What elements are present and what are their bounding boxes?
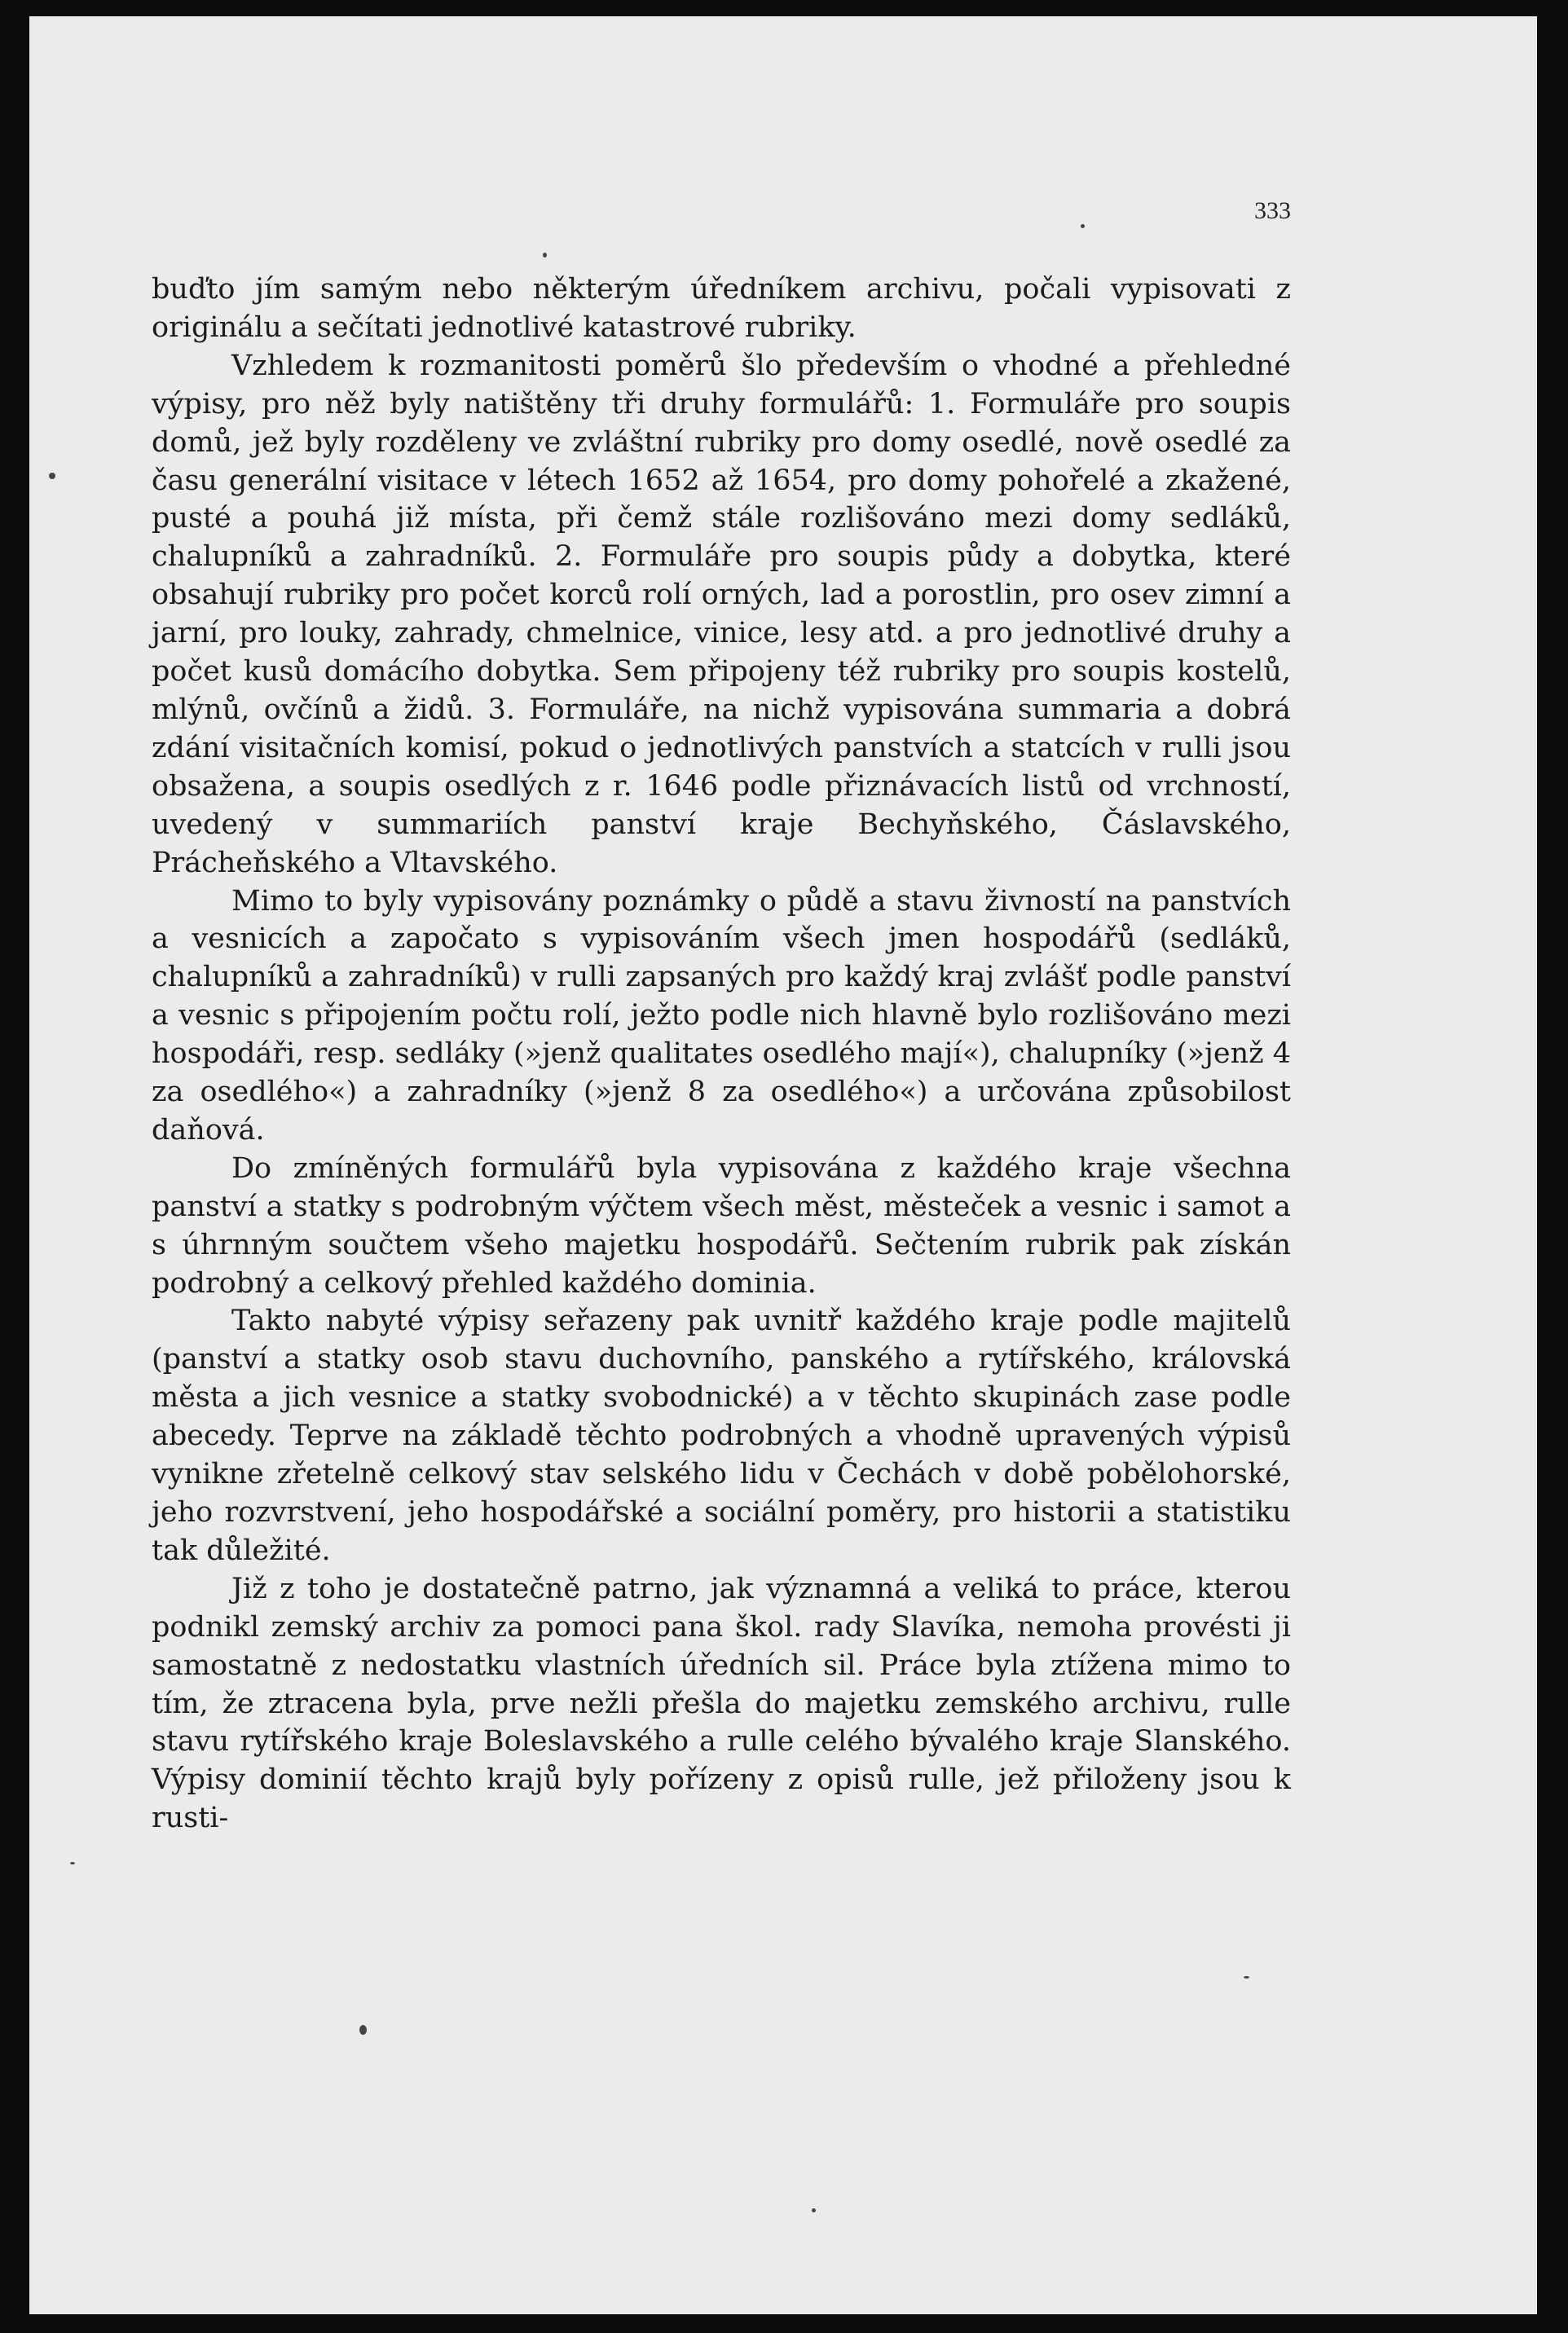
page-number: 333 — [1254, 197, 1291, 224]
scan-speck — [359, 2025, 367, 2035]
body-text — [152, 271, 1291, 1838]
scanned-page — [29, 16, 1537, 2314]
scan-speck — [812, 2208, 816, 2212]
scan-speck — [1081, 224, 1085, 228]
paragraph-4: Do zmíněných formulářů byla vypisována z každého kraje všechna panství a statky s podrobným výčtem všech měst, městeček a vesnic i samot a s úhrnným součtem všeho majetku hospodářů. Sečtením rubrik pak získán podrobný a celkový přehled každého dominia. — [152, 1151, 1291, 1300]
paragraph-2: Vzhledem k rozmanitosti poměrů šlo především o vhodné a přehledné výpisy, pro něž byly natištěny tři druhy formulářů: 1. Formuláře pro soupis domů, jež byly rozděleny ve zvláštní rubriky pro domy osedlé, nově osedlé za času generální visitace v létech 1652 až 1654, pro domy pohořelé a zkažené, pusté a pouhá již místa, při čemž stále rozlišováno mezi domy sedláků, chalupníků a zahradníků. 2. Formuláře pro soupis půdy a dobytka, které obsahují rubriky pro počet korců rolí orných, lad a porostlin, pro osev zimní a jarní, pro louky, zahrady, chmelnice, vinice, lesy atd. a pro jednotlivé druhy a počet kusů domácího dobytka. Sem připojeny též rubriky pro soupis kostelů, mlýnů, ovčínů a židů. 3. Formuláře, na nichž vypisována summaria a dobrá zdání visitačních komisí, pokud o jednotlivých panstvích a statcích v rulli jsou obsažena, a soupis osedlých z r. 1646 podle přiznávacích listů od vrchností, uvedený v summariích panství kraje Bechyňského, Čáslavského, Prácheňského a Vltavského. — [152, 349, 1291, 879]
scan-speck — [1244, 1976, 1249, 1979]
paragraph-1: buďto jím samým nebo některým úředníkem archivu, počali vypisovati z originálu a sečítati jednotlivé katastrové rubriky. — [152, 273, 1291, 344]
scan-speck — [49, 473, 55, 479]
scan-speck — [70, 1862, 75, 1864]
scan-speck — [543, 253, 547, 258]
paragraph-5: Takto nabyté výpisy seřazeny pak uvnitř každého kraje podle majitelů (panství a statky osob stavu duchovního, panského a rytířského, královská města a jich vesnice a statky svobodnické) a v těchto skupinách zase podle abecedy. Teprve na základě těchto podrobných a vhodně upravených výpisů vynikne zřetelně celkový stav selského lidu v Čechách v době pobělohorské, jeho rozvrstvení, jeho hospodářské a sociální poměry, pro historii a statistiku tak důležité. — [152, 1305, 1291, 1567]
paragraph-6: Již z toho je dostatečně patrno, jak významná a veliká to práce, kterou podnikl zemský archiv za pomoci pana škol. rady Slavíka, nemoha provésti ji samostatně z nedostatku vlastních úředních sil. Práce byla ztížena mimo to tím, že ztracena byla, prve nežli přešla do majetku zemského archivu, rulle stavu rytířského kraje Boleslavského a rulle celého bývalého kraje Slanského. Výpisy dominií těchto krajů byly pořízeny z opisů rulle, jež přiloženy jsou k rusti- — [152, 1572, 1291, 1835]
paragraph-3: Mimo to byly vypisovány poznámky o půdě a stavu živností na panstvích a vesnicích a započato s vypisováním všech jmen hospodářů (sedláků, chalupníků a zahradníků) v rulli zapsaných pro každý kraj zvlášť podle panství a vesnic s připojením počtu rolí, ježto podle nich hlavně bylo rozlišováno mezi hospodáři, resp. sedláky (»jenž qualitates osedlého mají«), chalupníky (»jenž 4 za osedlého«) a zahradníky (»jenž 8 za osedlého«) a určována způsobilost daňová. — [152, 884, 1291, 1147]
